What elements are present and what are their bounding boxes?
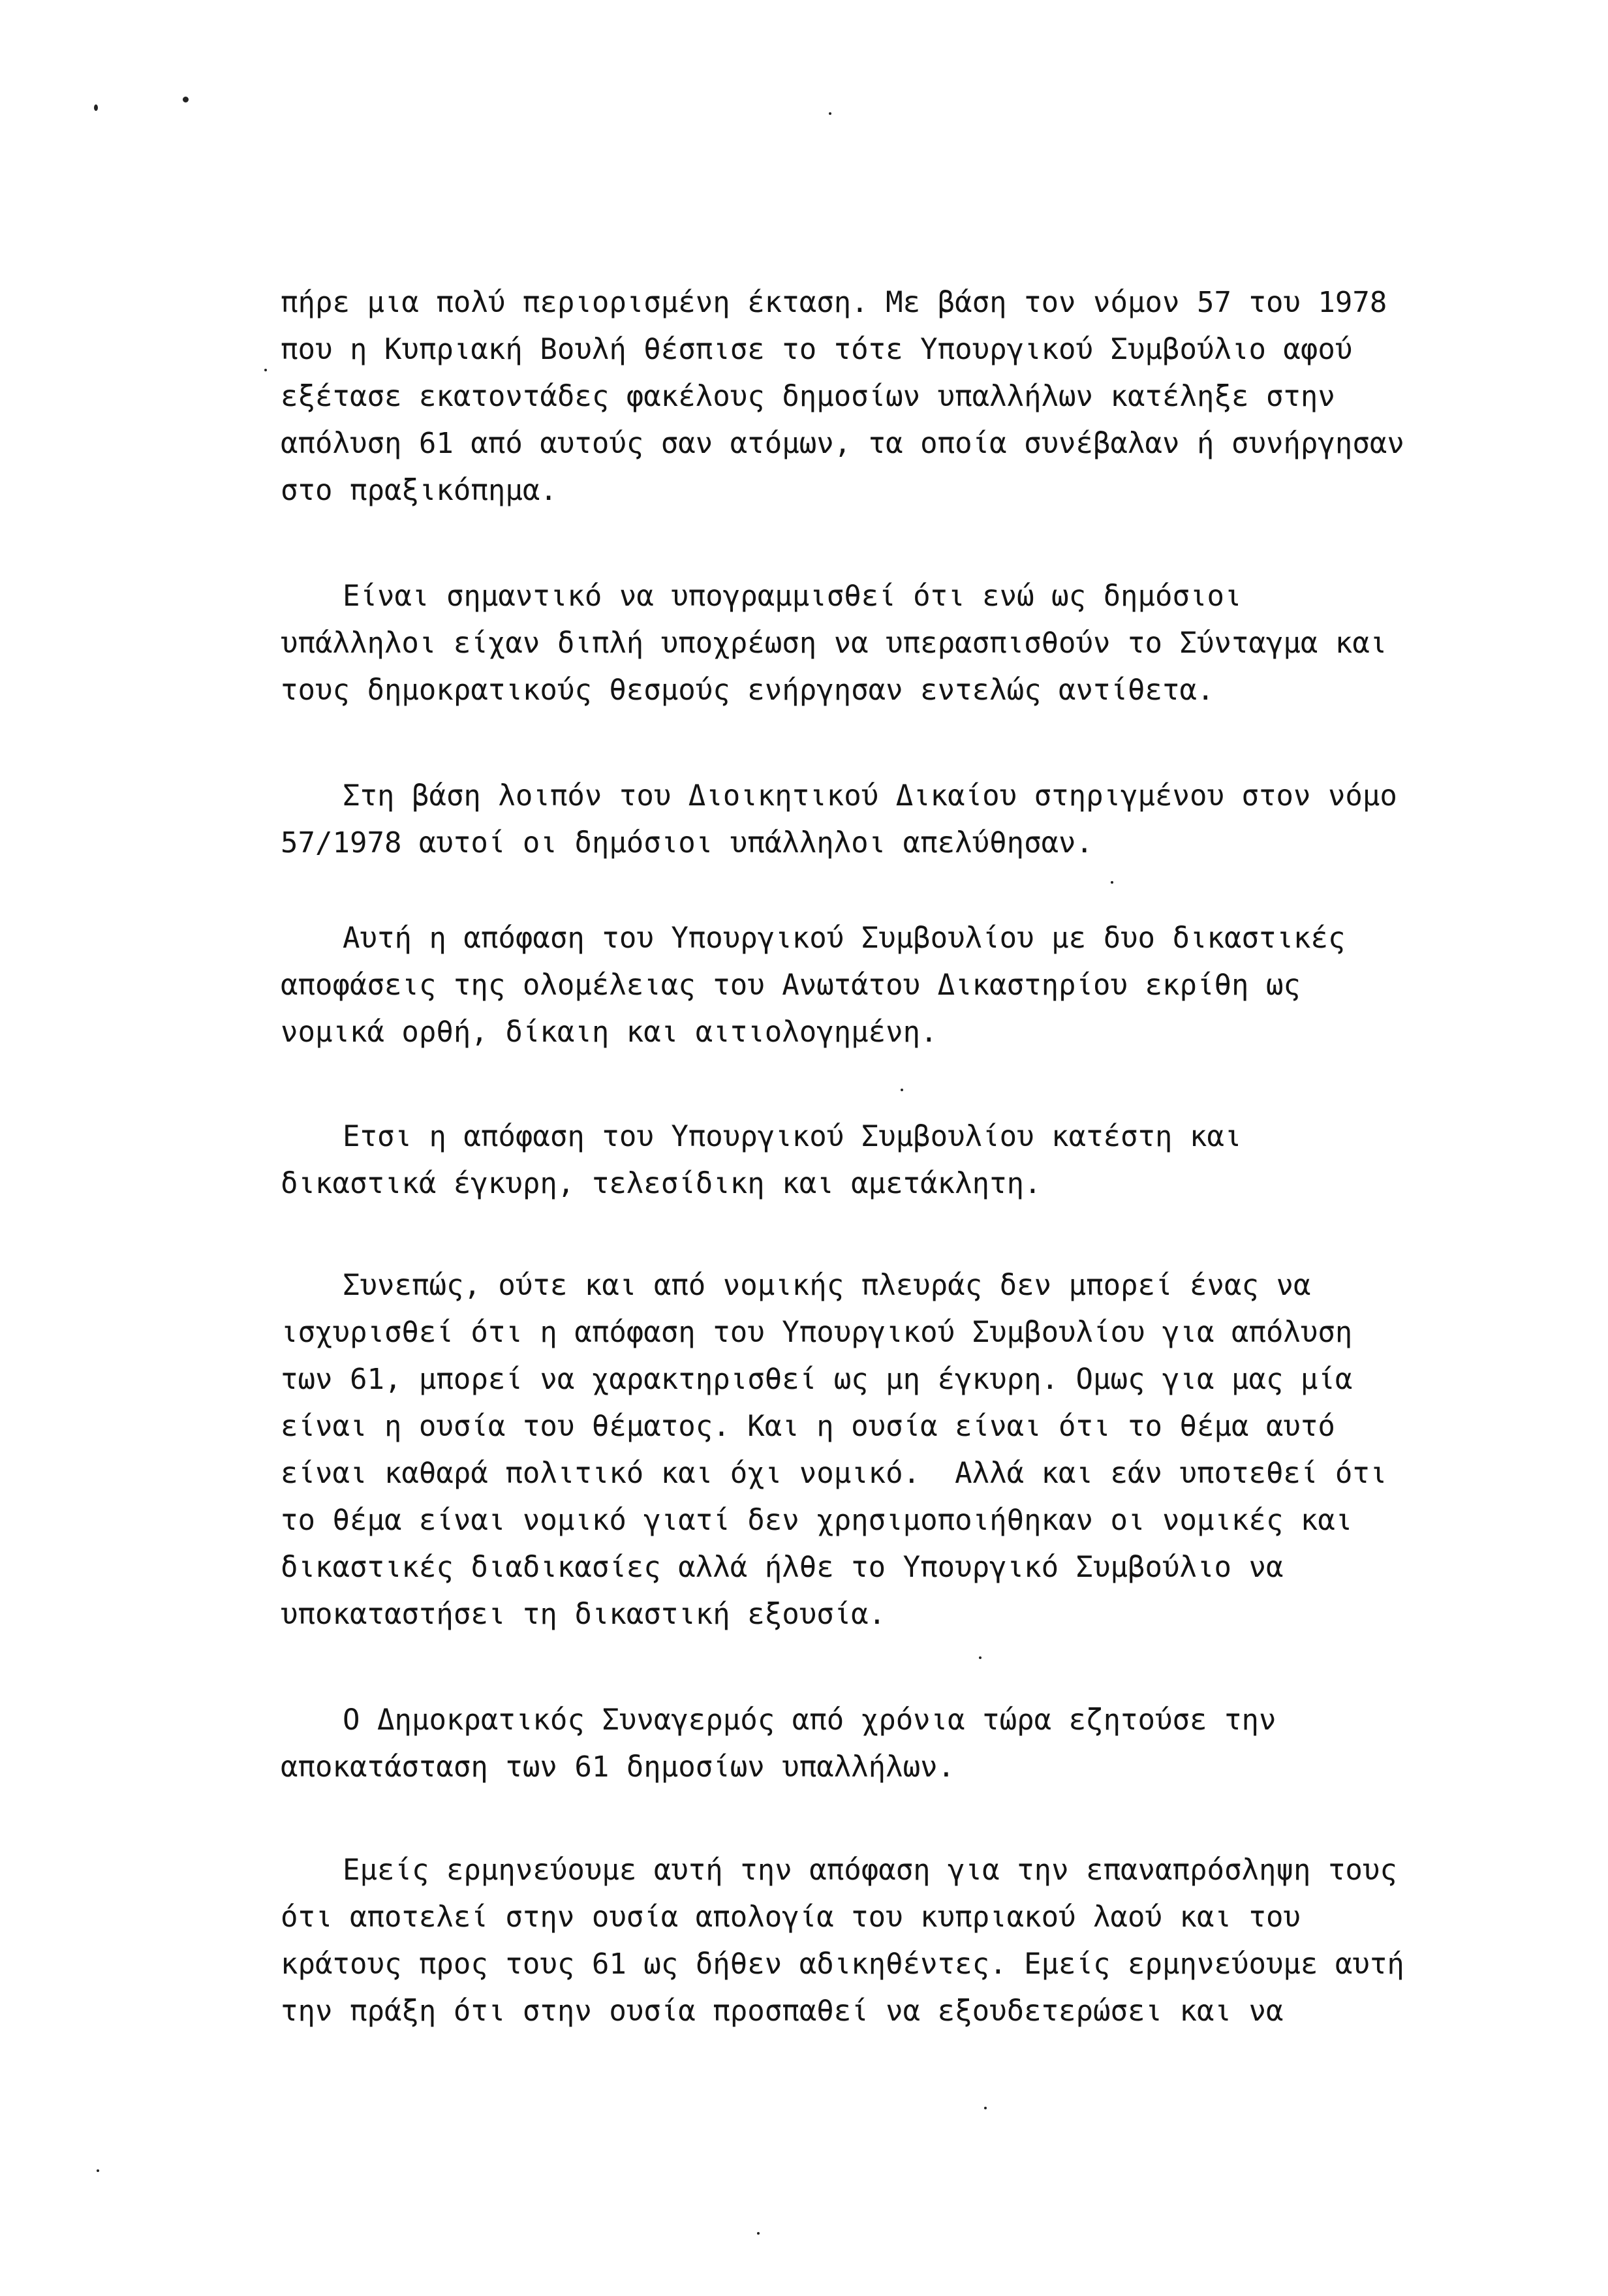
scan-speck xyxy=(979,1656,982,1659)
scan-speck xyxy=(984,2107,987,2109)
paragraph-1-line-2: που η Κυπριακή Βουλή θέσπισε το τότε Υπουργικού Συμβούλιο αφού xyxy=(281,333,1353,366)
paragraph-1-line-5: στο πραξικόπημα. xyxy=(281,474,557,507)
paragraph-1-line-4: απόλυση 61 από αυτούς σαν ατόμων, τα οποία συνέβαλαν ή συνήργησαν xyxy=(281,427,1404,460)
scan-speck xyxy=(183,97,189,102)
paragraph-5-line-1: Ετσι η απόφαση του Υπουργικού Συμβουλίου κατέστη και xyxy=(343,1120,1242,1153)
paragraph-8-line-1: Εμείς ερμηνεύουμε αυτή την απόφαση για την επαναπρόσληψη τους xyxy=(343,1854,1397,1887)
paragraph-2-line-3: τους δημοκρατικούς θεσμούς ενήργησαν εντελώς αντίθετα. xyxy=(281,674,1214,707)
paragraph-4-line-3: νομικά ορθή, δίκαιη και αιτιολογημένη. xyxy=(281,1016,938,1049)
paragraph-6-line-1: Συνεπώς, ούτε και από νομικής πλευράς δεν μπορεί ένας να xyxy=(343,1269,1311,1302)
paragraph-3-line-1: Στη βάση λοιπόν του Διοικητικού Δικαίου στηριγμένου στον νόμο xyxy=(343,779,1397,813)
scan-speck xyxy=(1111,881,1113,884)
paragraph-6-line-3: των 61, μπορεί να χαρακτηρισθεί ως μη έγκυρη. Ομως για μας μία xyxy=(281,1363,1353,1396)
paragraph-8-line-3: κράτους προς τους 61 ως δήθεν αδικηθέντες. Εμείς ερμηνεύουμε αυτή xyxy=(281,1947,1404,1981)
scan-speck xyxy=(94,104,98,111)
paragraph-7-line-2: αποκατάσταση των 61 δημοσίων υπαλλήλων. xyxy=(281,1750,955,1784)
paragraph-6-line-7: δικαστικές διαδικασίες αλλά ήλθε το Υπουργικό Συμβούλιο να xyxy=(281,1551,1284,1584)
paragraph-2-line-1: Είναι σημαντικό να υπογραμμισθεί ότι ενώ ως δημόσιοι xyxy=(343,580,1242,613)
paragraph-6-line-8: υποκαταστήσει τη δικαστική εξουσία. xyxy=(281,1598,886,1631)
paragraph-4-line-1: Αυτή η απόφαση του Υπουργικού Συμβουλίου με δυο δικαστικές xyxy=(343,922,1346,955)
paragraph-6-line-6: το θέμα είναι νομικό γιατί δεν χρησιμοποιήθηκαν οι νομικές και xyxy=(281,1504,1353,1537)
paragraph-2-line-2: υπάλληλοι είχαν διπλή υποχρέωση να υπερασπισθούν το Σύνταγμα και xyxy=(281,627,1387,660)
scan-speck xyxy=(264,369,267,371)
scan-speck xyxy=(901,1089,903,1091)
scan-speck xyxy=(829,112,831,115)
paragraph-6-line-4: είναι η ουσία του θέματος. Και η ουσία είναι ότι το θέμα αυτό xyxy=(281,1410,1335,1443)
paragraph-6-line-5: είναι καθαρά πολιτικό και όχι νομικό. Αλλά και εάν υποτεθεί ότι xyxy=(281,1457,1387,1490)
paragraph-8-line-4: την πράξη ότι στην ουσία προσπαθεί να εξουδετερώσει και να xyxy=(281,1994,1284,2028)
scan-speck xyxy=(97,2169,99,2172)
paragraph-7-line-1: Ο Δημοκρατικός Συναγερμός από χρόνια τώρα εζητούσε την xyxy=(343,1703,1276,1737)
paragraph-1-line-3: εξέτασε εκατοντάδες φακέλους δημοσίων υπαλλήλων κατέληξε στην xyxy=(281,380,1335,413)
paragraph-6-line-2: ισχυρισθεί ότι η απόφαση του Υπουργικού Συμβουλίου για απόλυση xyxy=(281,1316,1353,1349)
paragraph-5-line-2: δικαστικά έγκυρη, τελεσίδικη και αμετάκλητη. xyxy=(281,1167,1042,1200)
paragraph-1-line-1: πήρε μια πολύ περιορισμένη έκταση. Με βάση τον νόμον 57 του 1978 xyxy=(281,286,1387,319)
paragraph-4-line-2: αποφάσεις της ολομέλειας του Ανωτάτου Δικαστηρίου εκρίθη ως xyxy=(281,969,1301,1002)
paragraph-3-line-2: 57/1978 αυτοί οι δημόσιοι υπάλληλοι απελύθησαν. xyxy=(281,826,1094,860)
paragraph-8-line-2: ότι αποτελεί στην ουσία απολογία του κυπριακού λαού και του xyxy=(281,1900,1301,1934)
scan-speck xyxy=(757,2232,760,2235)
